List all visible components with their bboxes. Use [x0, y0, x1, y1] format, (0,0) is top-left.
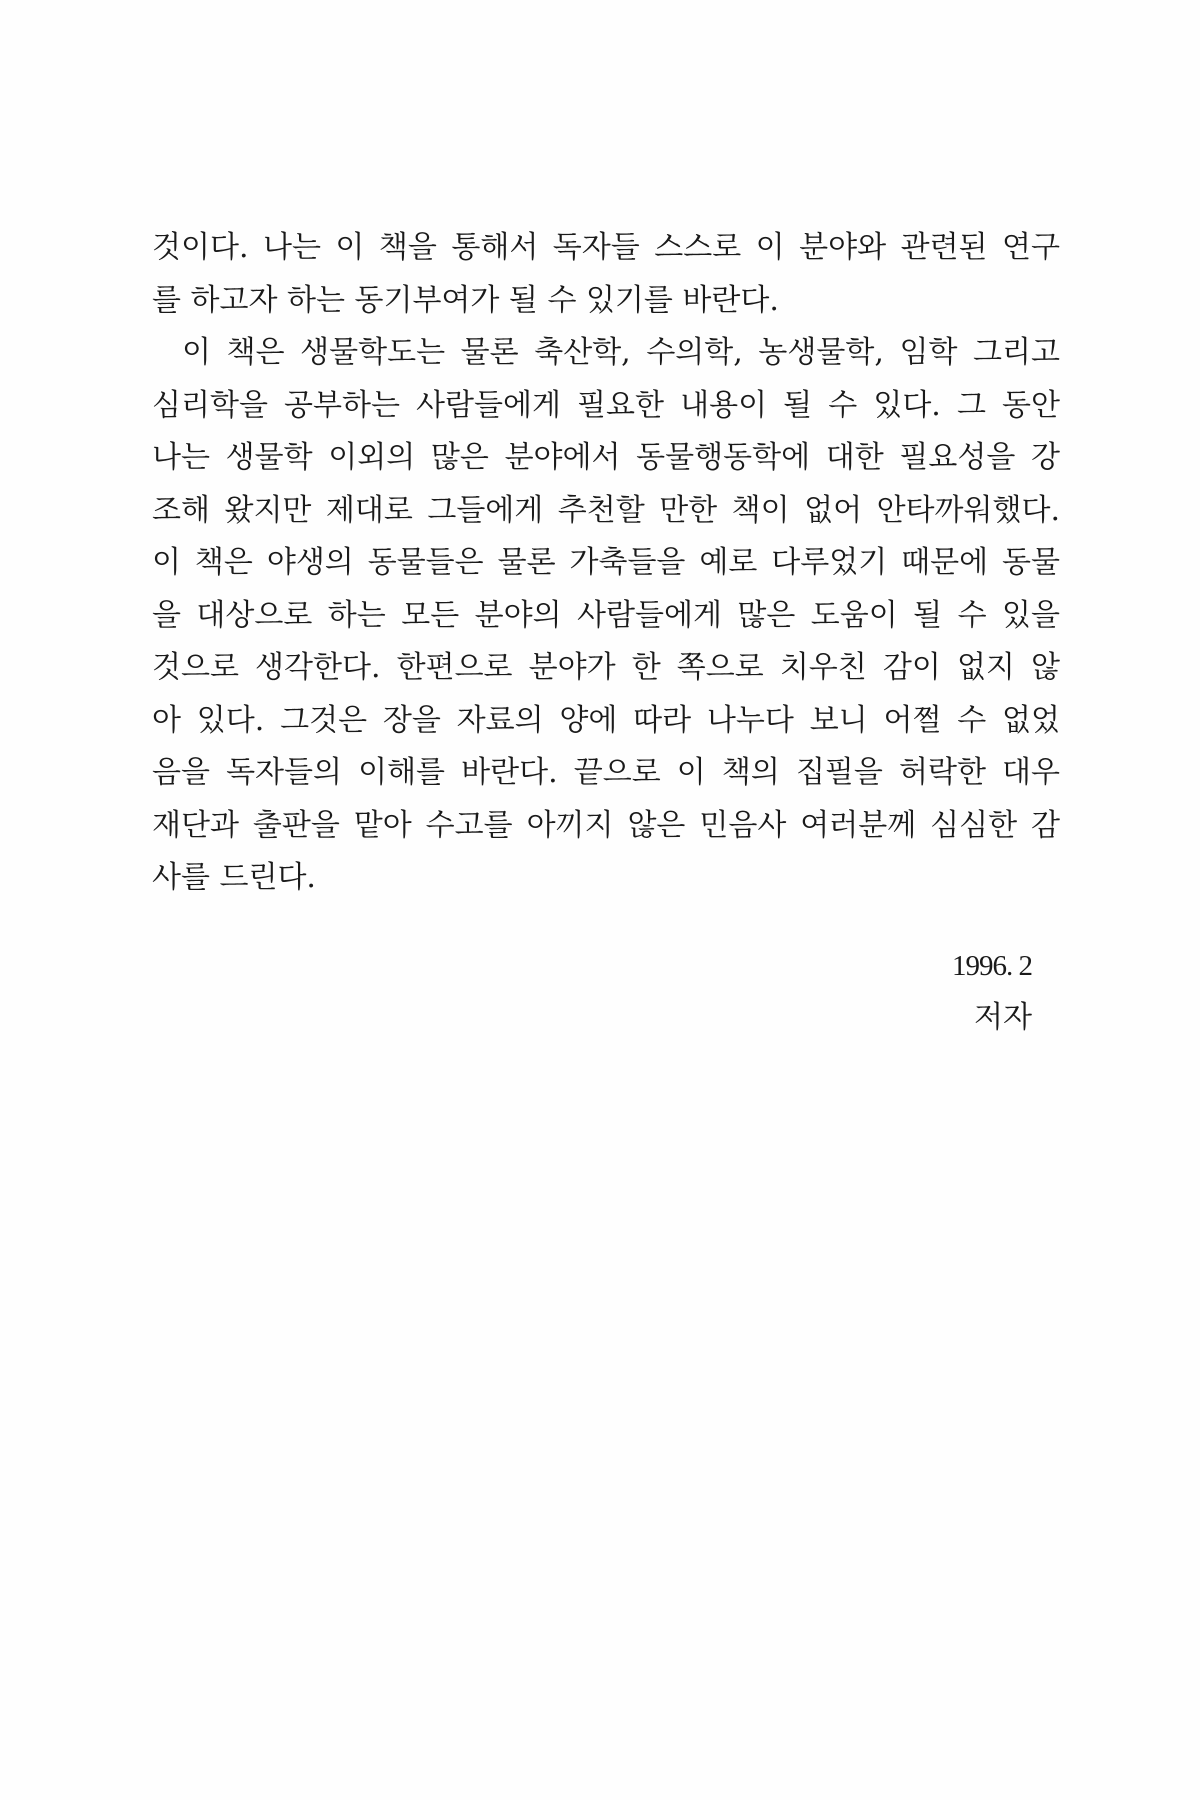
text-line: 사를 드린다. — [152, 860, 316, 895]
signature-date: 1996. 2 — [952, 950, 1032, 982]
signature-author: 저자 — [974, 1000, 1032, 1035]
text-line: 것으로 생각한다. 한편으로 분야가 한 쪽으로 치우친 감이 없지 않 — [152, 650, 1060, 685]
text-line: 재단과 출판을 맡아 수고를 아끼지 않은 민음사 여러분께 심심한 감 — [152, 807, 1060, 843]
text-line: 심리학을 공부하는 사람들에게 필요한 내용이 될 수 있다. 그 동안 — [152, 387, 1060, 423]
signature-block — [952, 940, 1032, 1044]
preface-text — [152, 222, 1060, 905]
text-line: 아 있다. 그것은 장을 자료의 양에 따라 나누다 보니 어쩔 수 없었 — [152, 702, 1060, 738]
text-line: 을 대상으로 하는 모든 분야의 사람들에게 많은 도움이 될 수 있을 — [152, 597, 1060, 633]
text-line: 음을 독자들의 이해를 바란다. 끝으로 이 책의 집필을 허락한 대우 — [152, 755, 1060, 790]
text-line: 조해 왔지만 제대로 그들에게 추천할 만한 책이 없어 안타까워했다. — [152, 492, 1060, 528]
paragraph-start-line: 이 책은 생물학도는 물론 축산학, 수의학, 농생물학, 임학 그리고 — [182, 335, 1060, 370]
text-line: 를 하고자 하는 동기부여가 될 수 있기를 바란다. — [152, 282, 779, 318]
text-line: 것이다. 나는 이 책을 통해서 독자들 스스로 이 분야와 관련된 연구 — [152, 230, 1060, 265]
text-line: 이 책은 야생의 동물들은 물론 가축들을 예로 다루었기 때문에 동물 — [152, 545, 1060, 580]
text-line: 나는 생물학 이외의 많은 분야에서 동물행동학에 대한 필요성을 강 — [152, 440, 1060, 475]
